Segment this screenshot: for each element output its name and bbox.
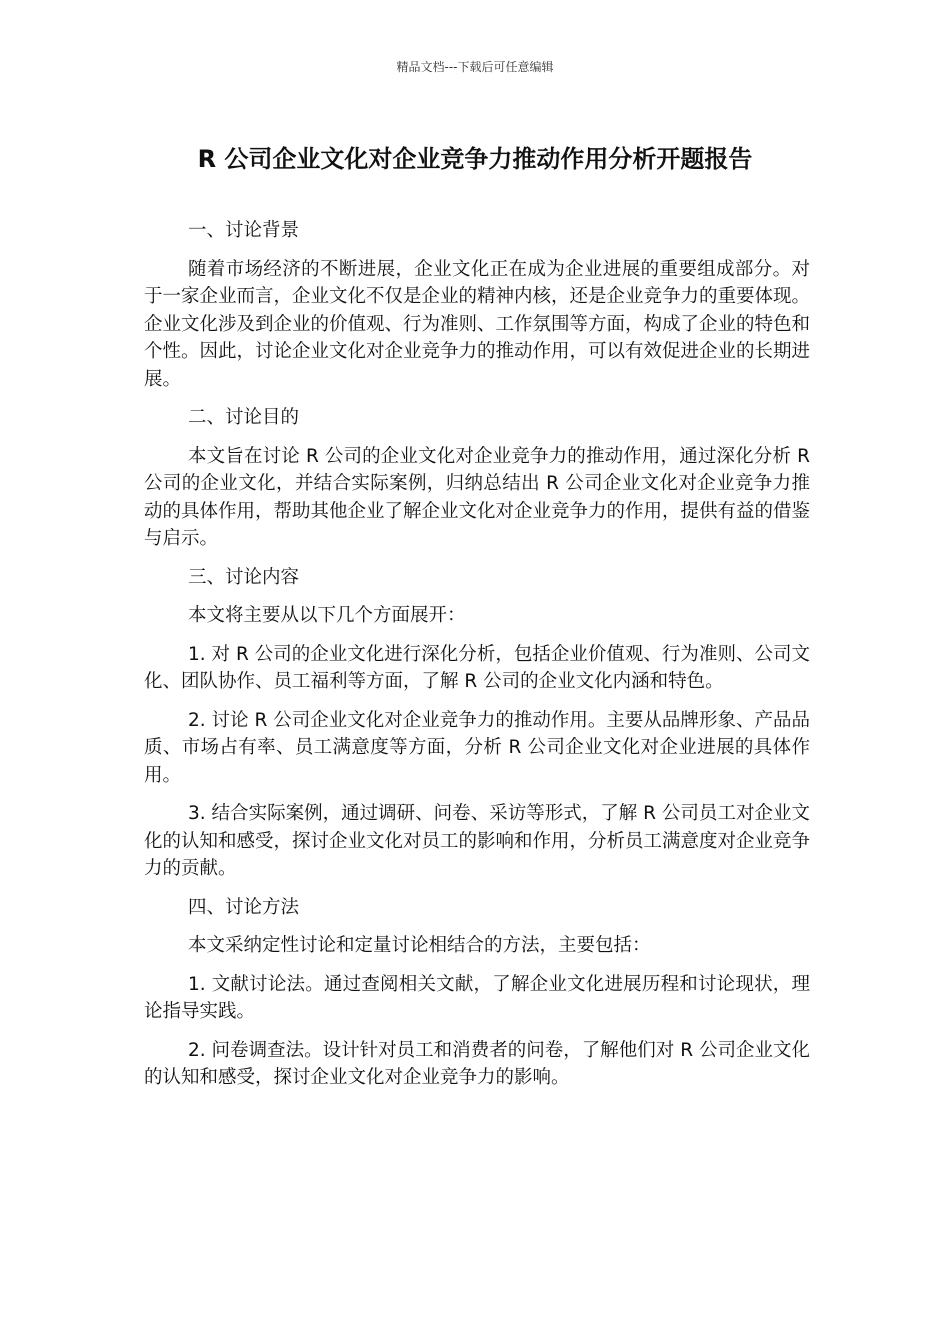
section-heading-purpose: 二、讨论目的 xyxy=(188,407,300,428)
section-heading-content: 三、讨论内容 xyxy=(188,566,300,588)
section-heading-method: 四、讨论方法 xyxy=(188,896,300,918)
section-heading-background: 一、讨论背景 xyxy=(188,220,300,241)
paragraph-purpose: 本文旨在讨论 R 公司的企业文化对企业竞争力的推动作用，通过深化分析 R 公司的企业文化，并结合实际案例，归纳总结出 R 公司企业文化对企业竞争力推动的具体作用，帮助其他企业了解企业文化对企业竞争力的作用，提供有益的借鉴与启示。 xyxy=(144,445,811,549)
paragraph-background: 随着市场经济的不断进展，企业文化正在成为企业进展的重要组成部分。对于一家企业而言，企业文化不仅是企业的精神内核，还是企业竞争力的重要体现。企业文化涉及到企业的价值观、行为准则、工作氛围等方面，构成了企业的特色和个性。因此，讨论企业文化对企业竞争力的推动作用，可以有效促进企业的长期进展。 xyxy=(144,258,811,390)
document-body xyxy=(144,217,810,1103)
paragraph-content-item-3: 3. 结合实际案例，通过调研、问卷、采访等形式，了解 R 公司员工对企业文化的认知和感受，探讨企业文化对员工的影响和作用，分析员工满意度对企业竞争力的贡献。 xyxy=(144,803,811,879)
paragraph-content-intro: 本文将主要从以下几个方面展开： xyxy=(188,605,466,626)
paragraph-method-item-1: 1. 文献讨论法。通过查阅相关文献，了解企业文化进展历程和讨论现状，理论指导实践。 xyxy=(144,973,810,1022)
page-header-note: 精品文档---下载后可任意编辑 xyxy=(396,60,554,74)
paragraph-method-item-2: 2. 问卷调查法。设计针对员工和消费者的问卷，了解他们对 R 公司企业文化的认知和感受，探讨企业文化对企业竞争力的影响。 xyxy=(144,1039,810,1088)
paragraph-content-item-2: 2. 讨论 R 公司企业文化对企业竞争力的推动作用。主要从品牌形象、产品品质、市场占有率、员工满意度等方面，分析 R 公司企业文化对企业进展的具体作用。 xyxy=(144,709,810,786)
paragraph-method-intro: 本文采纳定性讨论和定量讨论相结合的方法，主要包括： xyxy=(188,935,651,956)
document-title: R 公司企业文化对企业竞争力推动作用分析开题报告 xyxy=(197,145,753,173)
paragraph-content-item-1: 1. 对 R 公司的企业文化进行深化分析，包括企业价值观、行为准则、公司文化、团队协作、员工福利等方面，了解 R 公司的企业文化内涵和特色。 xyxy=(144,643,810,692)
